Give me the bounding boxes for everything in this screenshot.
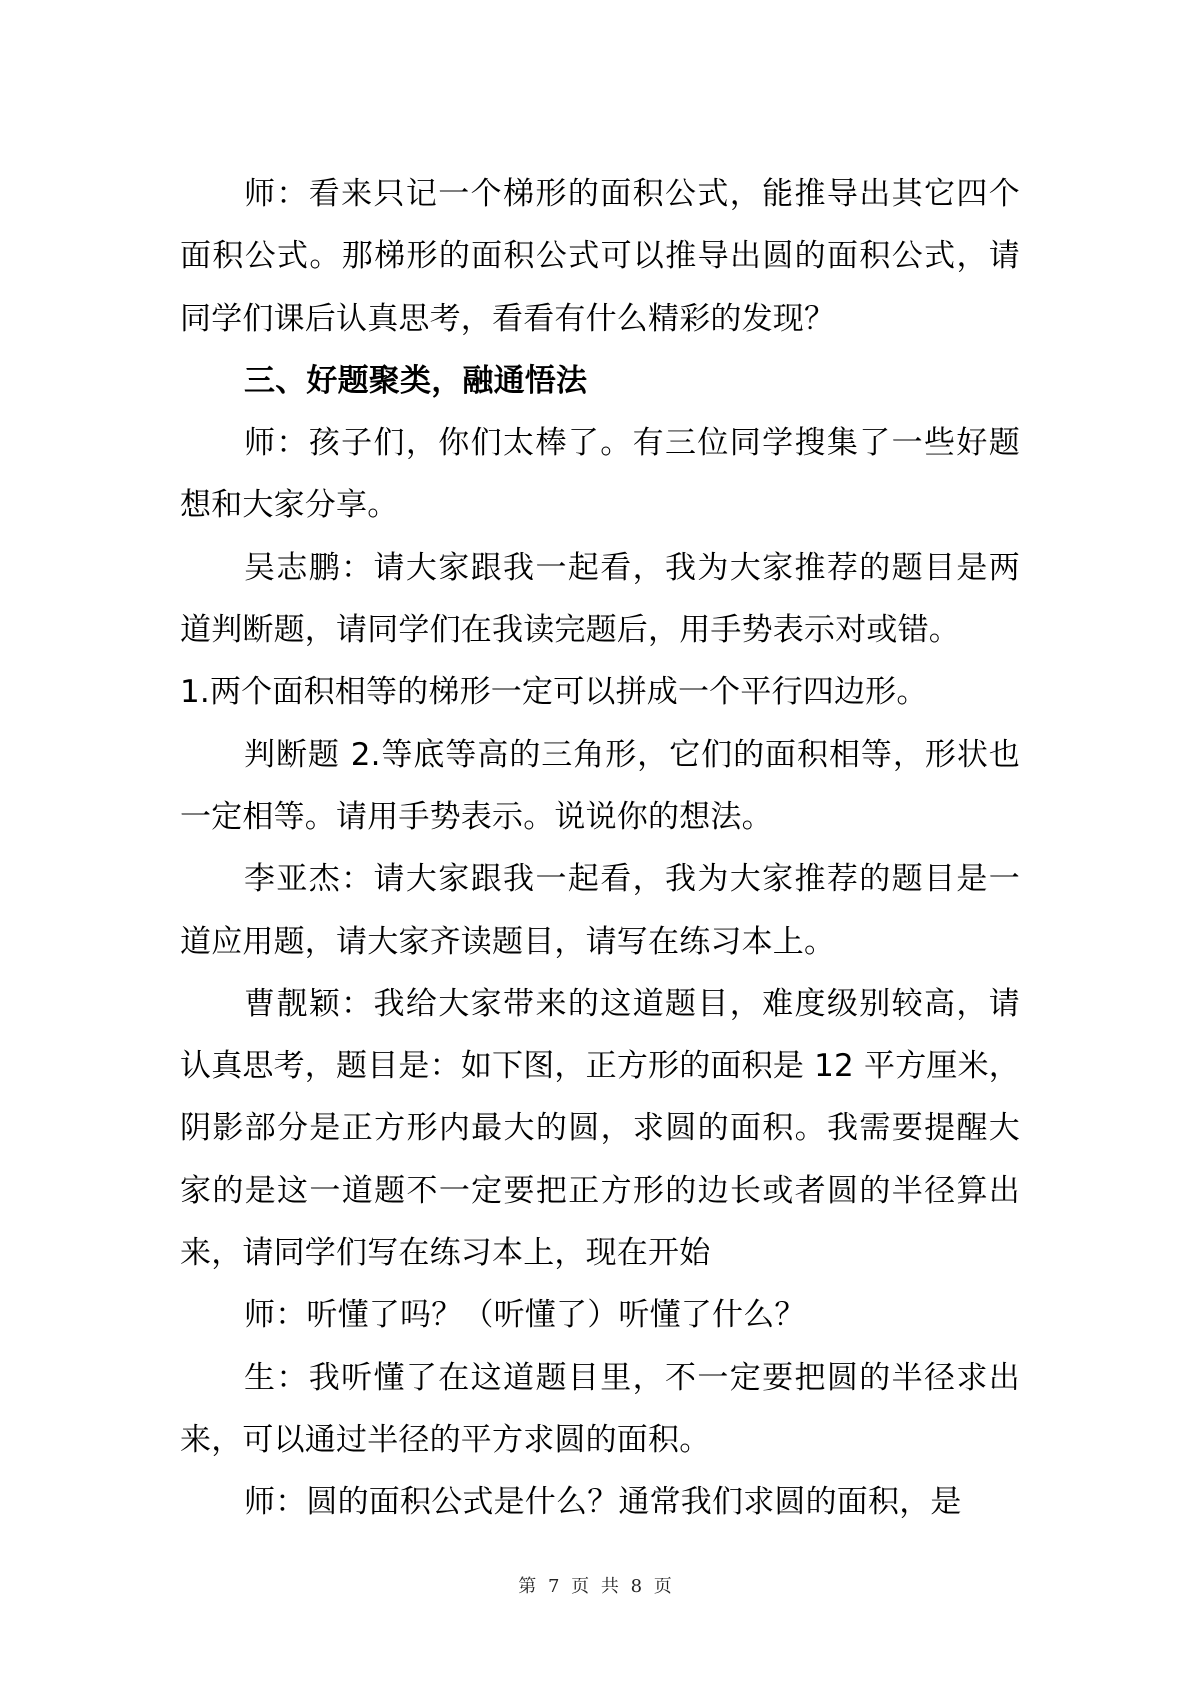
footer-total-word: 共	[600, 1576, 620, 1597]
current-page-number: 7	[547, 1576, 561, 1597]
paragraph: 师：圆的面积公式是什么？通常我们求圆的面积，是	[244, 1484, 962, 1521]
paragraph: 李亚杰：请大家跟我一起看，我为大家推荐的题目是一道应用题，请大家齐读题目，请写在练习本上。	[180, 861, 1020, 960]
paragraph: 曹靓颖：我给大家带来的这道题目，难度级别较高，请认真思考，题目是：如下图，正方形的面积是 12 平方厘米，阴影部分是正方形内最大的圆，求圆的面积。我需要提醒大家的是这一道题不一定要把正方形的边长或者圆的半径算出来，请同学们写在练习本上，现在开始	[180, 985, 1020, 1272]
document-body	[180, 163, 1020, 1534]
page-footer	[0, 1572, 1191, 1598]
paragraph: 师：听懂了吗？（听懂了）听懂了什么？	[244, 1297, 806, 1334]
footer-page-word: 页	[571, 1576, 591, 1597]
total-page-number: 8	[630, 1576, 644, 1597]
paragraph: 吴志鹏：请大家跟我一起看，我为大家推荐的题目是两道判断题，请同学们在我读完题后，用手势表示对或错。	[180, 549, 1020, 649]
footer-prefix: 第	[518, 1576, 538, 1597]
paragraph: 判断题 2.等底等高的三角形，它们的面积相等，形状也一定相等。请用手势表示。说说你的想法。	[180, 736, 1020, 835]
paragraph: 师：孩子们，你们太棒了。有三位同学搜集了一些好题想和大家分享。	[180, 425, 1020, 524]
footer-suffix: 页	[653, 1576, 673, 1597]
paragraph: 1.两个面积相等的梯形一定可以拼成一个平行四边形。	[180, 674, 928, 711]
paragraph: 生：我听懂了在这道题目里，不一定要把圆的半径求出来，可以通过半径的平方求圆的面积。	[180, 1359, 1020, 1458]
paragraph: 师：看来只记一个梯形的面积公式，能推导出其它四个面积公式。那梯形的面积公式可以推导出圆的面积公式，请同学们课后认真思考，看看有什么精彩的发现？	[180, 176, 1020, 337]
section-heading: 三、好题聚类，融通悟法	[244, 362, 588, 399]
